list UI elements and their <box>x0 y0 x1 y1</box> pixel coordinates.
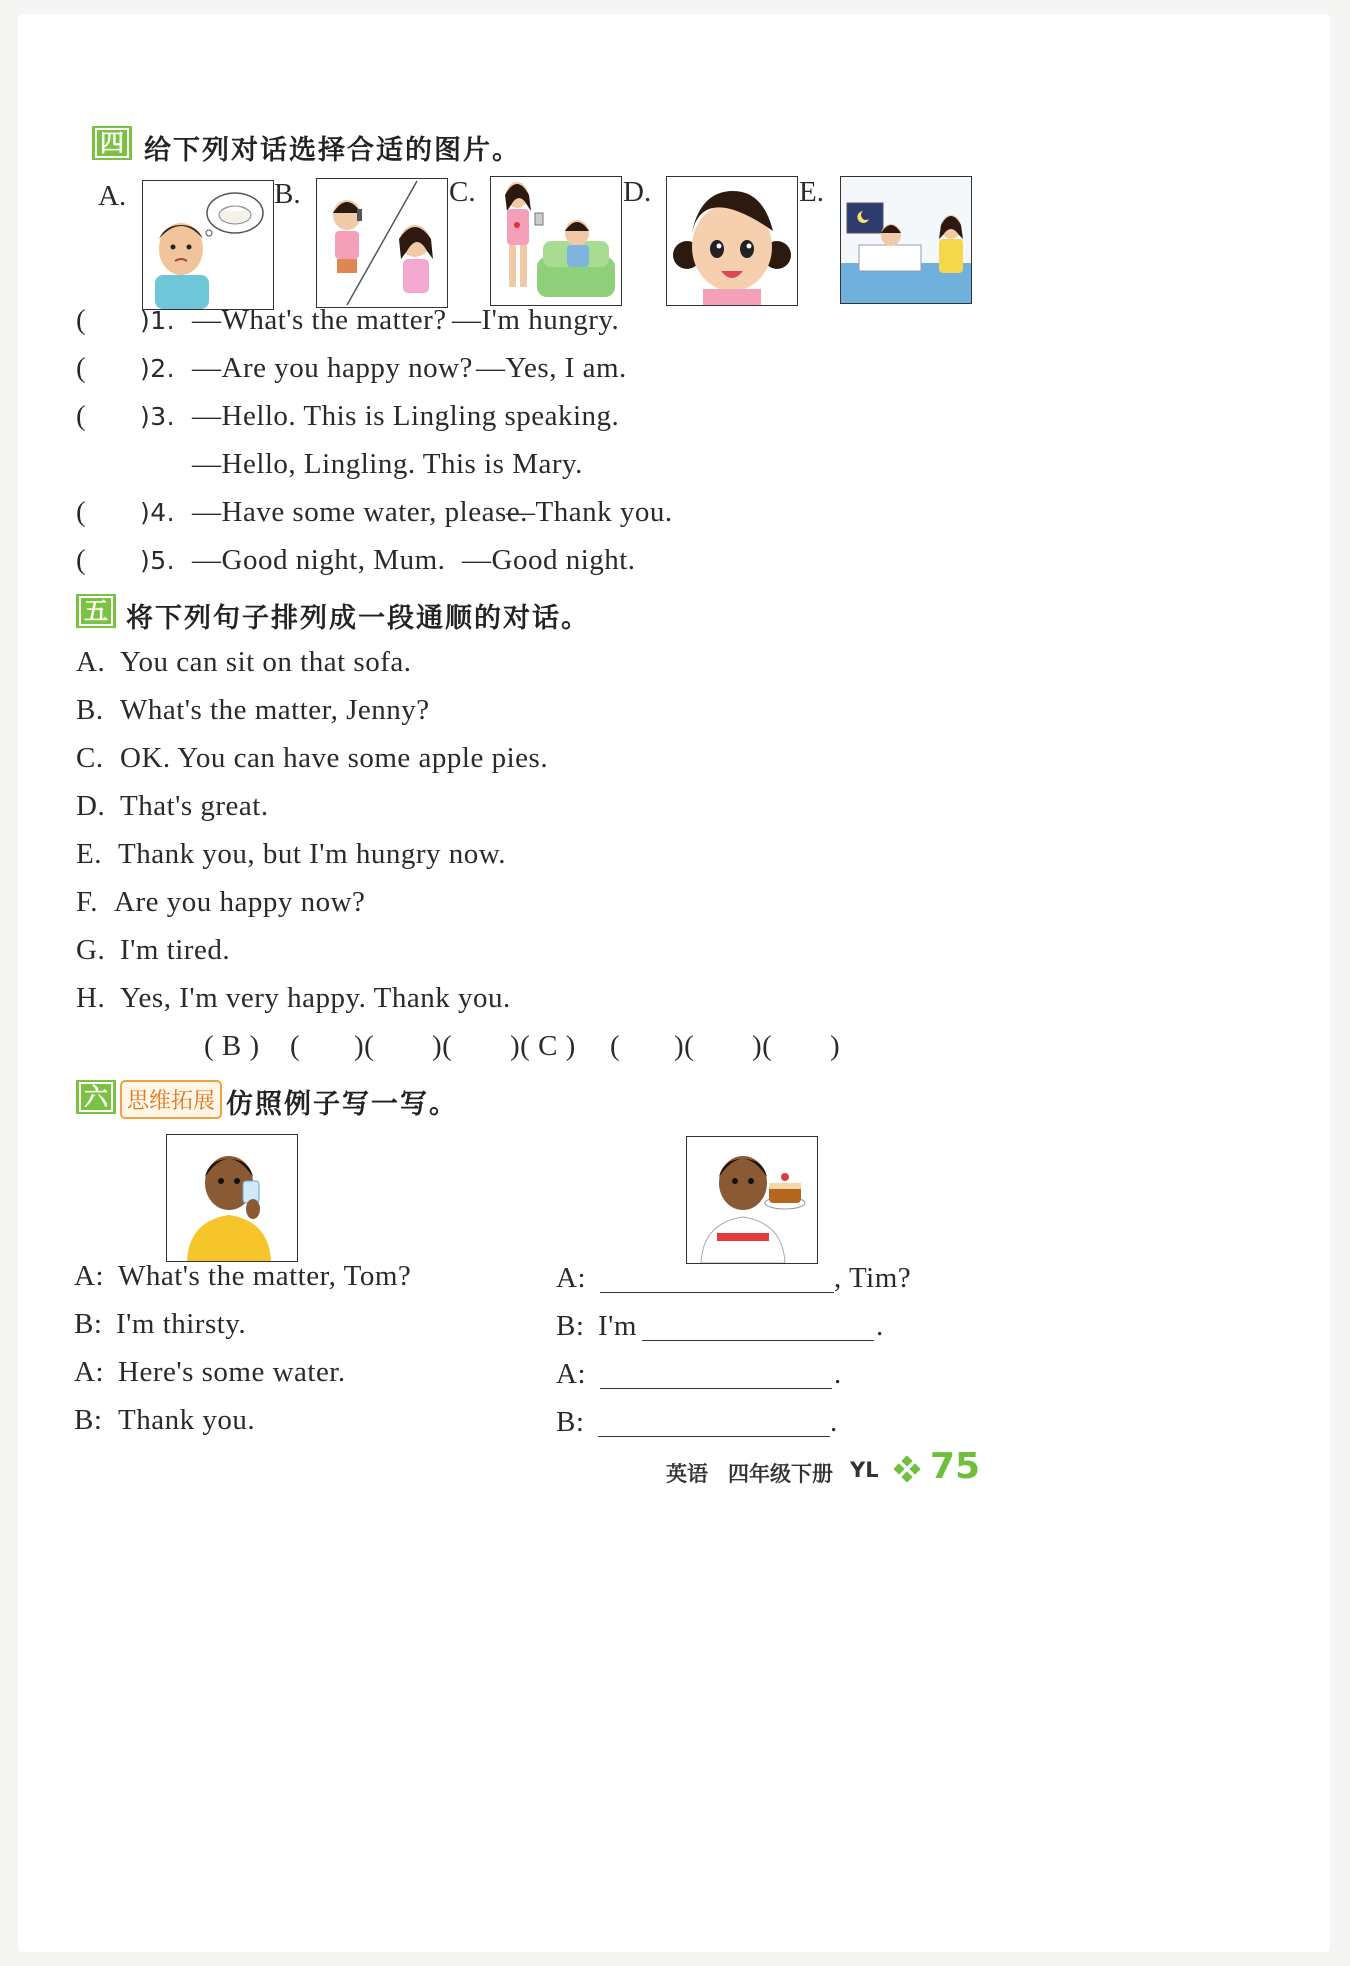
sentence-letter-f: F. <box>76 886 99 918</box>
item-3-question: —Hello. This is Lingling speaking. <box>192 400 620 432</box>
item-5-number: )5. <box>140 546 176 575</box>
thinking-extension-tag: 思维拓展 <box>120 1080 222 1119</box>
section-4-title: 给下列对话选择合适的图片。 <box>144 135 521 166</box>
answer-slot-7[interactable]: )( <box>674 1030 695 1062</box>
answer-slot-9[interactable]: ) <box>830 1030 841 1062</box>
sentence-e: Thank you, but I'm hungry now. <box>118 838 507 870</box>
sentence-letter-a: A. <box>76 646 106 678</box>
exercise-blank-4[interactable] <box>598 1406 830 1437</box>
footer-edition: YL <box>850 1458 879 1482</box>
item-2-question: —Are you happy now? <box>192 352 473 384</box>
answer-slot-2[interactable]: ( <box>290 1030 301 1062</box>
picture-label-a: A. <box>98 180 127 212</box>
item-4-question: —Have some water, please. <box>192 496 528 528</box>
exercise-speaker-4: B: <box>556 1406 585 1438</box>
example-line-3: Here's some water. <box>118 1356 346 1388</box>
item-1-question: —What's the matter? <box>192 304 447 336</box>
sentence-c: OK. You can have some apple pies. <box>120 742 549 774</box>
item-2-answer: —Yes, I am. <box>476 352 627 384</box>
section-5-badge: 五 <box>76 594 116 628</box>
footer-subject: 英语 <box>666 1462 708 1486</box>
exercise-speaker-3: A: <box>556 1358 586 1390</box>
picture-d-happy-girl <box>666 176 798 306</box>
example-line-1: What's the matter, Tom? <box>118 1260 412 1292</box>
item-5-answer: —Good night. <box>462 544 636 576</box>
exercise-speaker-1: A: <box>556 1262 586 1294</box>
sentence-a: You can sit on that sofa. <box>120 646 412 678</box>
section-6-title: 仿照例子写一写。 <box>226 1089 458 1120</box>
section-4-badge: 四 <box>92 126 132 160</box>
picture-label-b: B. <box>274 178 301 210</box>
footer-grade: 四年级下册 <box>728 1462 833 1486</box>
exercise-suffix-2: . <box>876 1310 884 1342</box>
example-line-4: Thank you. <box>118 1404 256 1436</box>
worksheet-page <box>18 14 1330 1952</box>
answer-slot-5[interactable]: )( C ) <box>510 1030 576 1062</box>
sentence-letter-d: D. <box>76 790 106 822</box>
sentence-letter-b: B. <box>76 694 104 726</box>
item-2-bracket[interactable]: ( <box>76 352 87 384</box>
item-3-answer: —Hello, Lingling. This is Mary. <box>192 448 583 480</box>
picture-a-hungry-boy <box>142 180 274 310</box>
section-5-title: 将下列句子排列成一段通顺的对话。 <box>126 603 590 634</box>
answer-slot-4[interactable]: )( <box>432 1030 453 1062</box>
sentence-letter-h: H. <box>76 982 106 1014</box>
item-1-number: )1. <box>140 306 176 335</box>
exercise-blank-1[interactable] <box>600 1262 834 1293</box>
exercise-suffix-3: . <box>834 1358 842 1390</box>
item-4-number: )4. <box>140 498 176 527</box>
sentence-b: What's the matter, Jenny? <box>120 694 430 726</box>
example-picture-thirsty-boy <box>166 1134 298 1262</box>
example-line-2: I'm thirsty. <box>116 1308 247 1340</box>
exercise-suffix-4: . <box>830 1406 838 1438</box>
item-1-answer: —I'm hungry. <box>452 304 620 336</box>
item-5-question: —Good night, Mum. <box>192 544 446 576</box>
exercise-blank-2[interactable] <box>642 1310 874 1341</box>
answer-slot-8[interactable]: )( <box>752 1030 773 1062</box>
item-5-bracket[interactable]: ( <box>76 544 87 576</box>
answer-slot-3[interactable]: )( <box>354 1030 375 1062</box>
example-speaker-3: A: <box>74 1356 104 1388</box>
item-3-bracket[interactable]: ( <box>76 400 87 432</box>
item-2-number: )2. <box>140 354 176 383</box>
sentence-d: That's great. <box>120 790 269 822</box>
picture-c-mother-and-boy <box>490 176 622 306</box>
example-speaker-2: B: <box>74 1308 103 1340</box>
exercise-speaker-2: B: <box>556 1310 585 1342</box>
item-1-bracket[interactable]: ( <box>76 304 87 336</box>
exercise-suffix-1: , Tim? <box>834 1262 912 1294</box>
sentence-h: Yes, I'm very happy. Thank you. <box>120 982 511 1014</box>
picture-label-e: E. <box>799 176 824 208</box>
picture-label-d: D. <box>623 176 652 208</box>
example-speaker-4: B: <box>74 1404 103 1436</box>
exercise-blank-3[interactable] <box>600 1358 832 1389</box>
sentence-letter-e: E. <box>76 838 102 870</box>
section-6-badge: 六 <box>76 1080 116 1114</box>
picture-e-good-night <box>840 176 972 304</box>
exercise-picture-hungry-boy <box>686 1136 818 1264</box>
sentence-g: I'm tired. <box>120 934 231 966</box>
answer-slot-6[interactable]: ( <box>610 1030 621 1062</box>
answer-slot-1[interactable]: ( B ) <box>204 1030 260 1062</box>
sentence-letter-g: G. <box>76 934 106 966</box>
clover-icon <box>894 1456 920 1482</box>
sentence-letter-c: C. <box>76 742 104 774</box>
picture-label-c: C. <box>449 176 476 208</box>
item-3-number: )3. <box>140 402 176 431</box>
exercise-prefix-2: I'm <box>598 1310 637 1342</box>
sentence-f: Are you happy now? <box>114 886 366 918</box>
page-number: 75 <box>930 1446 981 1487</box>
item-4-bracket[interactable]: ( <box>76 496 87 528</box>
picture-b-phone-call <box>316 178 448 308</box>
item-4-answer: —Thank you. <box>506 496 673 528</box>
example-speaker-1: A: <box>74 1260 104 1292</box>
